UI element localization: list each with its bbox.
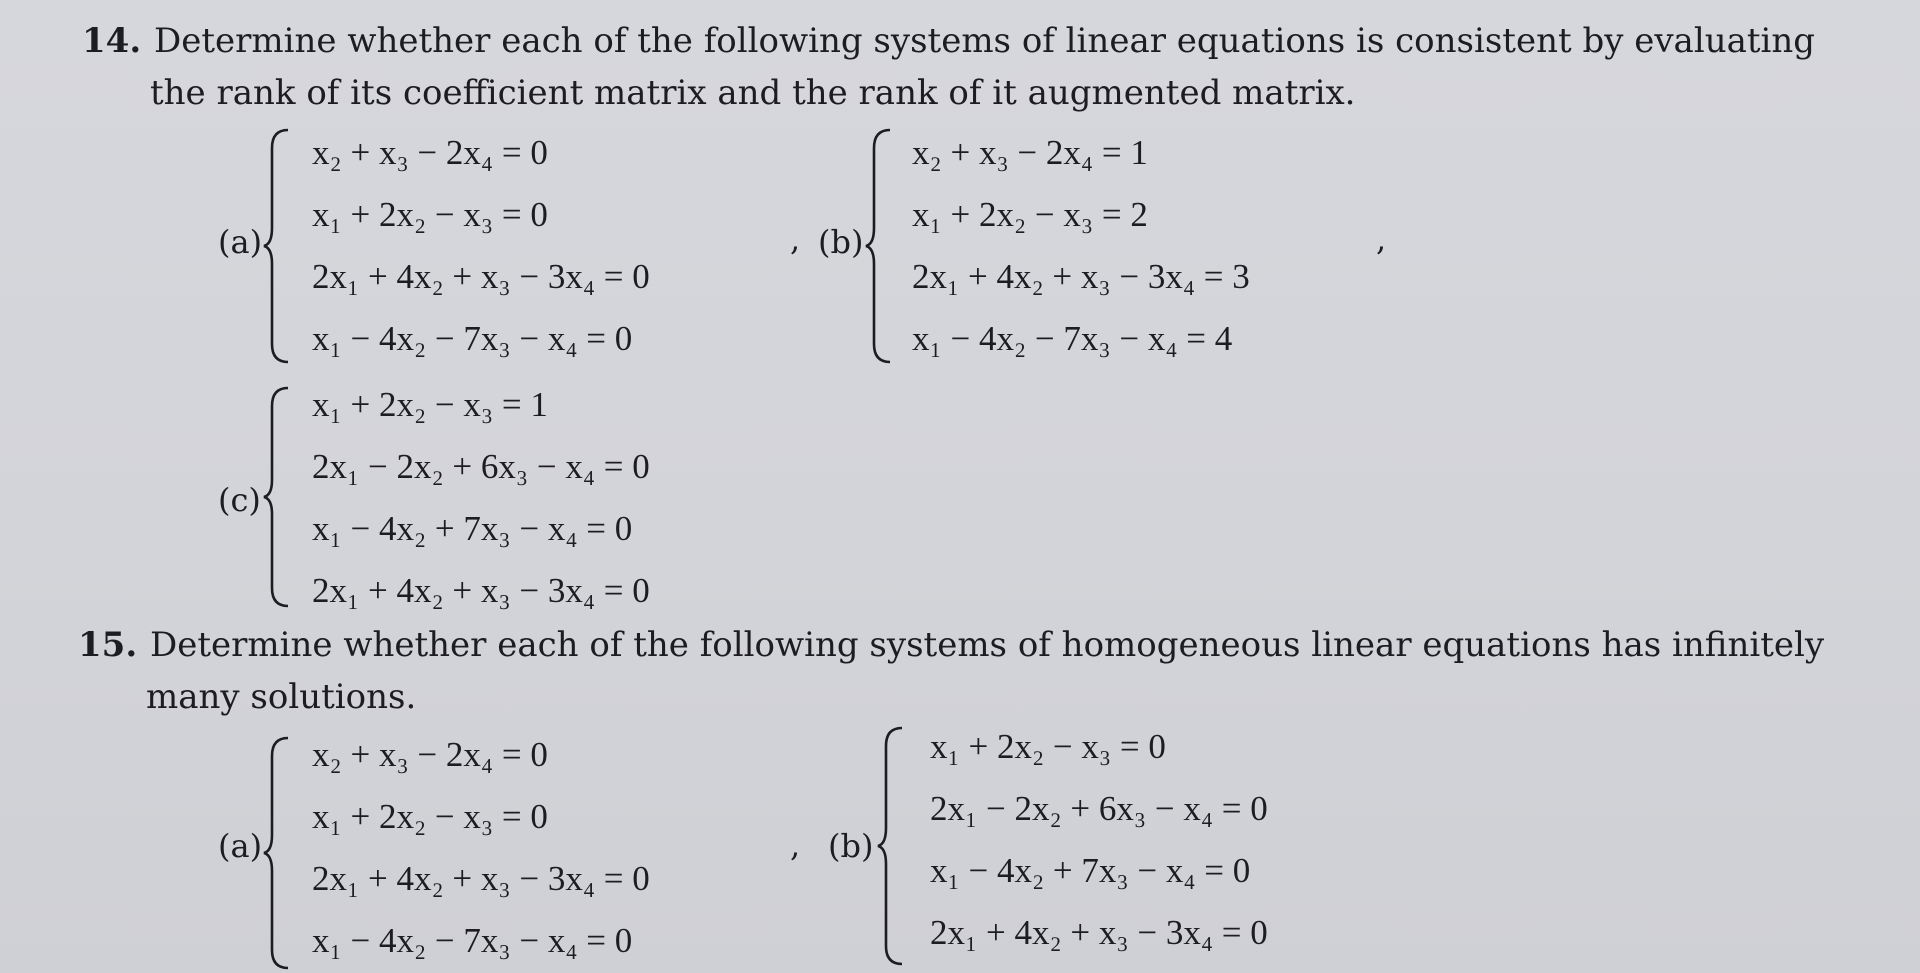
- equation-14b-2: x₁ + 2x₂ − x₃ = 2: [912, 195, 1148, 234]
- problem-15b-label: (b): [828, 827, 874, 865]
- brace-15b: [876, 726, 906, 966]
- system-15b: [930, 716, 1268, 964]
- equation-14b-3: 2x₁ + 4x₂ + x₃ − 3x₄ = 3: [912, 257, 1250, 296]
- system-14b: [912, 122, 1250, 370]
- system-15a: [312, 724, 650, 972]
- equation-14b-4: x₁ − 4x₂ − 7x₃ − x₄ = 4: [912, 319, 1233, 358]
- equation-15b-3: x₁ − 4x₂ + 7x₃ − x₄ = 0: [930, 851, 1251, 890]
- system-14c: [312, 374, 650, 622]
- equation-14a-4: x₁ − 4x₂ − 7x₃ − x₄ = 0: [312, 319, 633, 358]
- equation-14c-4: 2x₁ + 4x₂ + x₃ − 3x₄ = 0: [312, 571, 650, 610]
- problem-14c-label: (c): [218, 481, 261, 519]
- equation-14b-1: x₂ + x₃ − 2x₄ = 1: [912, 133, 1148, 172]
- problem-15a-label: (a): [218, 827, 263, 865]
- problem-15-heading: [78, 622, 1824, 668]
- equation-15a-1: x₂ + x₃ − 2x₄ = 0: [312, 735, 548, 774]
- problem-15-text-line2: many solutions.: [146, 677, 417, 717]
- brace-14c: [262, 386, 292, 608]
- problem-15-text-line1: Determine whether each of the following systems of homogeneous linear equations has infinitely: [150, 625, 1825, 665]
- equation-15b-2: 2x₁ − 2x₂ + 6x₃ − x₄ = 0: [930, 789, 1268, 828]
- equation-15b-4: 2x₁ + 4x₂ + x₃ − 3x₄ = 0: [930, 913, 1268, 952]
- brace-14a: [262, 128, 292, 364]
- system-14a: [312, 122, 650, 370]
- equation-14c-3: x₁ − 4x₂ + 7x₃ − x₄ = 0: [312, 509, 633, 548]
- equation-14a-3: 2x₁ + 4x₂ + x₃ − 3x₄ = 0: [312, 257, 650, 296]
- problem-15-number: 15.: [78, 625, 138, 665]
- separator-14ab: ,: [790, 220, 801, 258]
- equation-15a-3: 2x₁ + 4x₂ + x₃ − 3x₄ = 0: [312, 859, 650, 898]
- equation-15a-4: x₁ − 4x₂ − 7x₃ − x₄ = 0: [312, 921, 633, 960]
- problem-14b-label: (b): [818, 223, 864, 261]
- brace-15a: [262, 736, 292, 970]
- brace-14b: [864, 128, 894, 364]
- problem-14-text-line2: the rank of its coefficient matrix and the rank of it augmented matrix.: [150, 73, 1356, 113]
- equation-15b-1: x₁ + 2x₂ − x₃ = 0: [930, 727, 1166, 766]
- separator-15ab: ,: [790, 826, 801, 864]
- problem-14-number: 14.: [82, 21, 142, 61]
- equation-14c-2: 2x₁ − 2x₂ + 6x₃ − x₄ = 0: [312, 447, 650, 486]
- equation-14c-1: x₁ + 2x₂ − x₃ = 1: [312, 385, 548, 424]
- problem-14-heading: [82, 18, 1815, 64]
- equation-14a-1: x₂ + x₃ − 2x₄ = 0: [312, 133, 548, 172]
- equation-15a-2: x₁ + 2x₂ − x₃ = 0: [312, 797, 548, 836]
- problem-14-text-line1: Determine whether each of the following systems of linear equations is consistent by evaluating: [154, 21, 1816, 61]
- problem-14a-label: (a): [218, 223, 263, 261]
- equation-14a-2: x₁ + 2x₂ − x₃ = 0: [312, 195, 548, 234]
- separator-14b: ,: [1376, 220, 1387, 258]
